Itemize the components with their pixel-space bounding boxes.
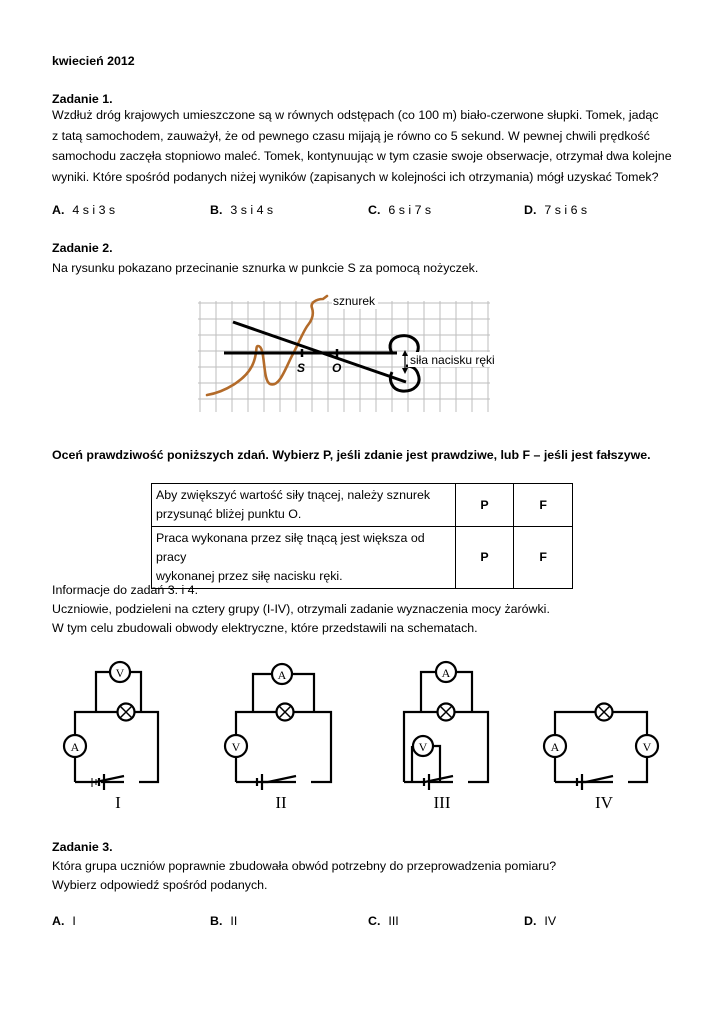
answer-f-2[interactable]: F xyxy=(514,527,573,589)
meter-label: V xyxy=(231,740,241,754)
label-point-o: O xyxy=(332,361,342,375)
circuit-caption: II xyxy=(275,793,287,812)
answer-p-2[interactable]: P xyxy=(455,527,514,589)
task1-option-d[interactable]: D. 7 s i 6 s xyxy=(524,203,588,217)
task2-instruction: Oceń prawdziwość poniższych zdań. Wybierz P, jeśli zdanie jest prawdziwe, lub F – jeśli jest fałszywe. xyxy=(52,448,651,462)
info-line: W tym celu zbudowali obwody elektryczne, które przedstawili na schematach. xyxy=(52,621,478,635)
task1-title: Zadanie 1. xyxy=(52,92,113,106)
circuit-III xyxy=(404,662,488,812)
meter-label: A xyxy=(70,740,80,754)
task1-line: Wzdłuż dróg krajowych umieszczone są w równych odstępach (co 100 m) biało-czerwone słupki. Tomek, jadąc xyxy=(52,108,659,122)
circuit-caption: I xyxy=(115,793,121,812)
task3-title: Zadanie 3. xyxy=(52,840,113,854)
circuit-caption: IV xyxy=(595,793,613,812)
task1-option-c[interactable]: C. 6 s i 7 s xyxy=(368,203,432,217)
label-force: siła nacisku ręki xyxy=(410,353,495,367)
meter-label: V xyxy=(115,666,125,680)
task3-option-a[interactable]: A. I xyxy=(52,914,76,928)
circuit-caption: III xyxy=(433,793,451,812)
task1-line: z tatą samochodem, zauważył, że od pewnego czasu mijają je równo co 5 sekund. W pewnej chwili prędkość xyxy=(52,128,650,143)
task3-option-c[interactable]: C. III xyxy=(368,914,399,928)
circuit-IV xyxy=(544,704,658,813)
meter-label: V xyxy=(418,740,428,754)
task1-line: wyniki. Które spośród podanych niżej wyników (zapisanych w kolejności ich otrzymania) mógł uzyskać Tomek? xyxy=(52,170,659,185)
info-line: Uczniowie, podzieleni na cztery grupy (I-IV), otrzymali zadanie wyznaczenia mocy żarówki. xyxy=(52,602,550,616)
label-string: sznurek xyxy=(333,294,376,308)
answer-p-1[interactable]: P xyxy=(455,484,514,527)
task1-option-a[interactable]: A. 4 s i 3 s xyxy=(52,203,116,217)
circuit-II xyxy=(225,664,331,812)
meter-label: A xyxy=(441,666,451,680)
statement-cell: Praca wykonana przez siłę tnącą jest większa od pracy wykonanej przez siłę nacisku ręki. xyxy=(152,527,456,589)
meter-label: A xyxy=(550,740,560,754)
task1-line: samochodu zaczęła stopniowo maleć. Tomek, kontynuując w tym czasie swoje obserwacje, otrzymał dwa kolejne xyxy=(52,149,672,164)
answer-f-1[interactable]: F xyxy=(514,484,573,527)
task2-title: Zadanie 2. xyxy=(52,241,113,255)
task3-option-b[interactable]: B. II xyxy=(210,914,238,928)
info-title: Informacje do zadań 3. i 4. xyxy=(52,583,199,597)
label-point-s: S xyxy=(297,361,306,375)
task3-line: Która grupa uczniów poprawnie zbudowała obwód potrzebny do przeprowadzenia pomiaru? xyxy=(52,859,557,873)
task3-option-d[interactable]: D. IV xyxy=(524,914,557,928)
circuit-I xyxy=(64,662,158,812)
date-header: kwiecień 2012 xyxy=(52,54,135,68)
task3-line: Wybierz odpowiedź spośród podanych. xyxy=(52,878,268,892)
task2-text: Na rysunku pokazano przecinanie sznurka w punkcie S za pomocą nożyczek. xyxy=(52,261,479,275)
meter-label: V xyxy=(642,740,652,754)
statement-cell: Aby zwiększyć wartość siły tnącej, należy sznurek przysunąć bliżej punktu O. xyxy=(152,484,456,527)
task1-option-b[interactable]: B. 3 s i 4 s xyxy=(210,203,274,217)
meter-label: A xyxy=(277,668,287,682)
